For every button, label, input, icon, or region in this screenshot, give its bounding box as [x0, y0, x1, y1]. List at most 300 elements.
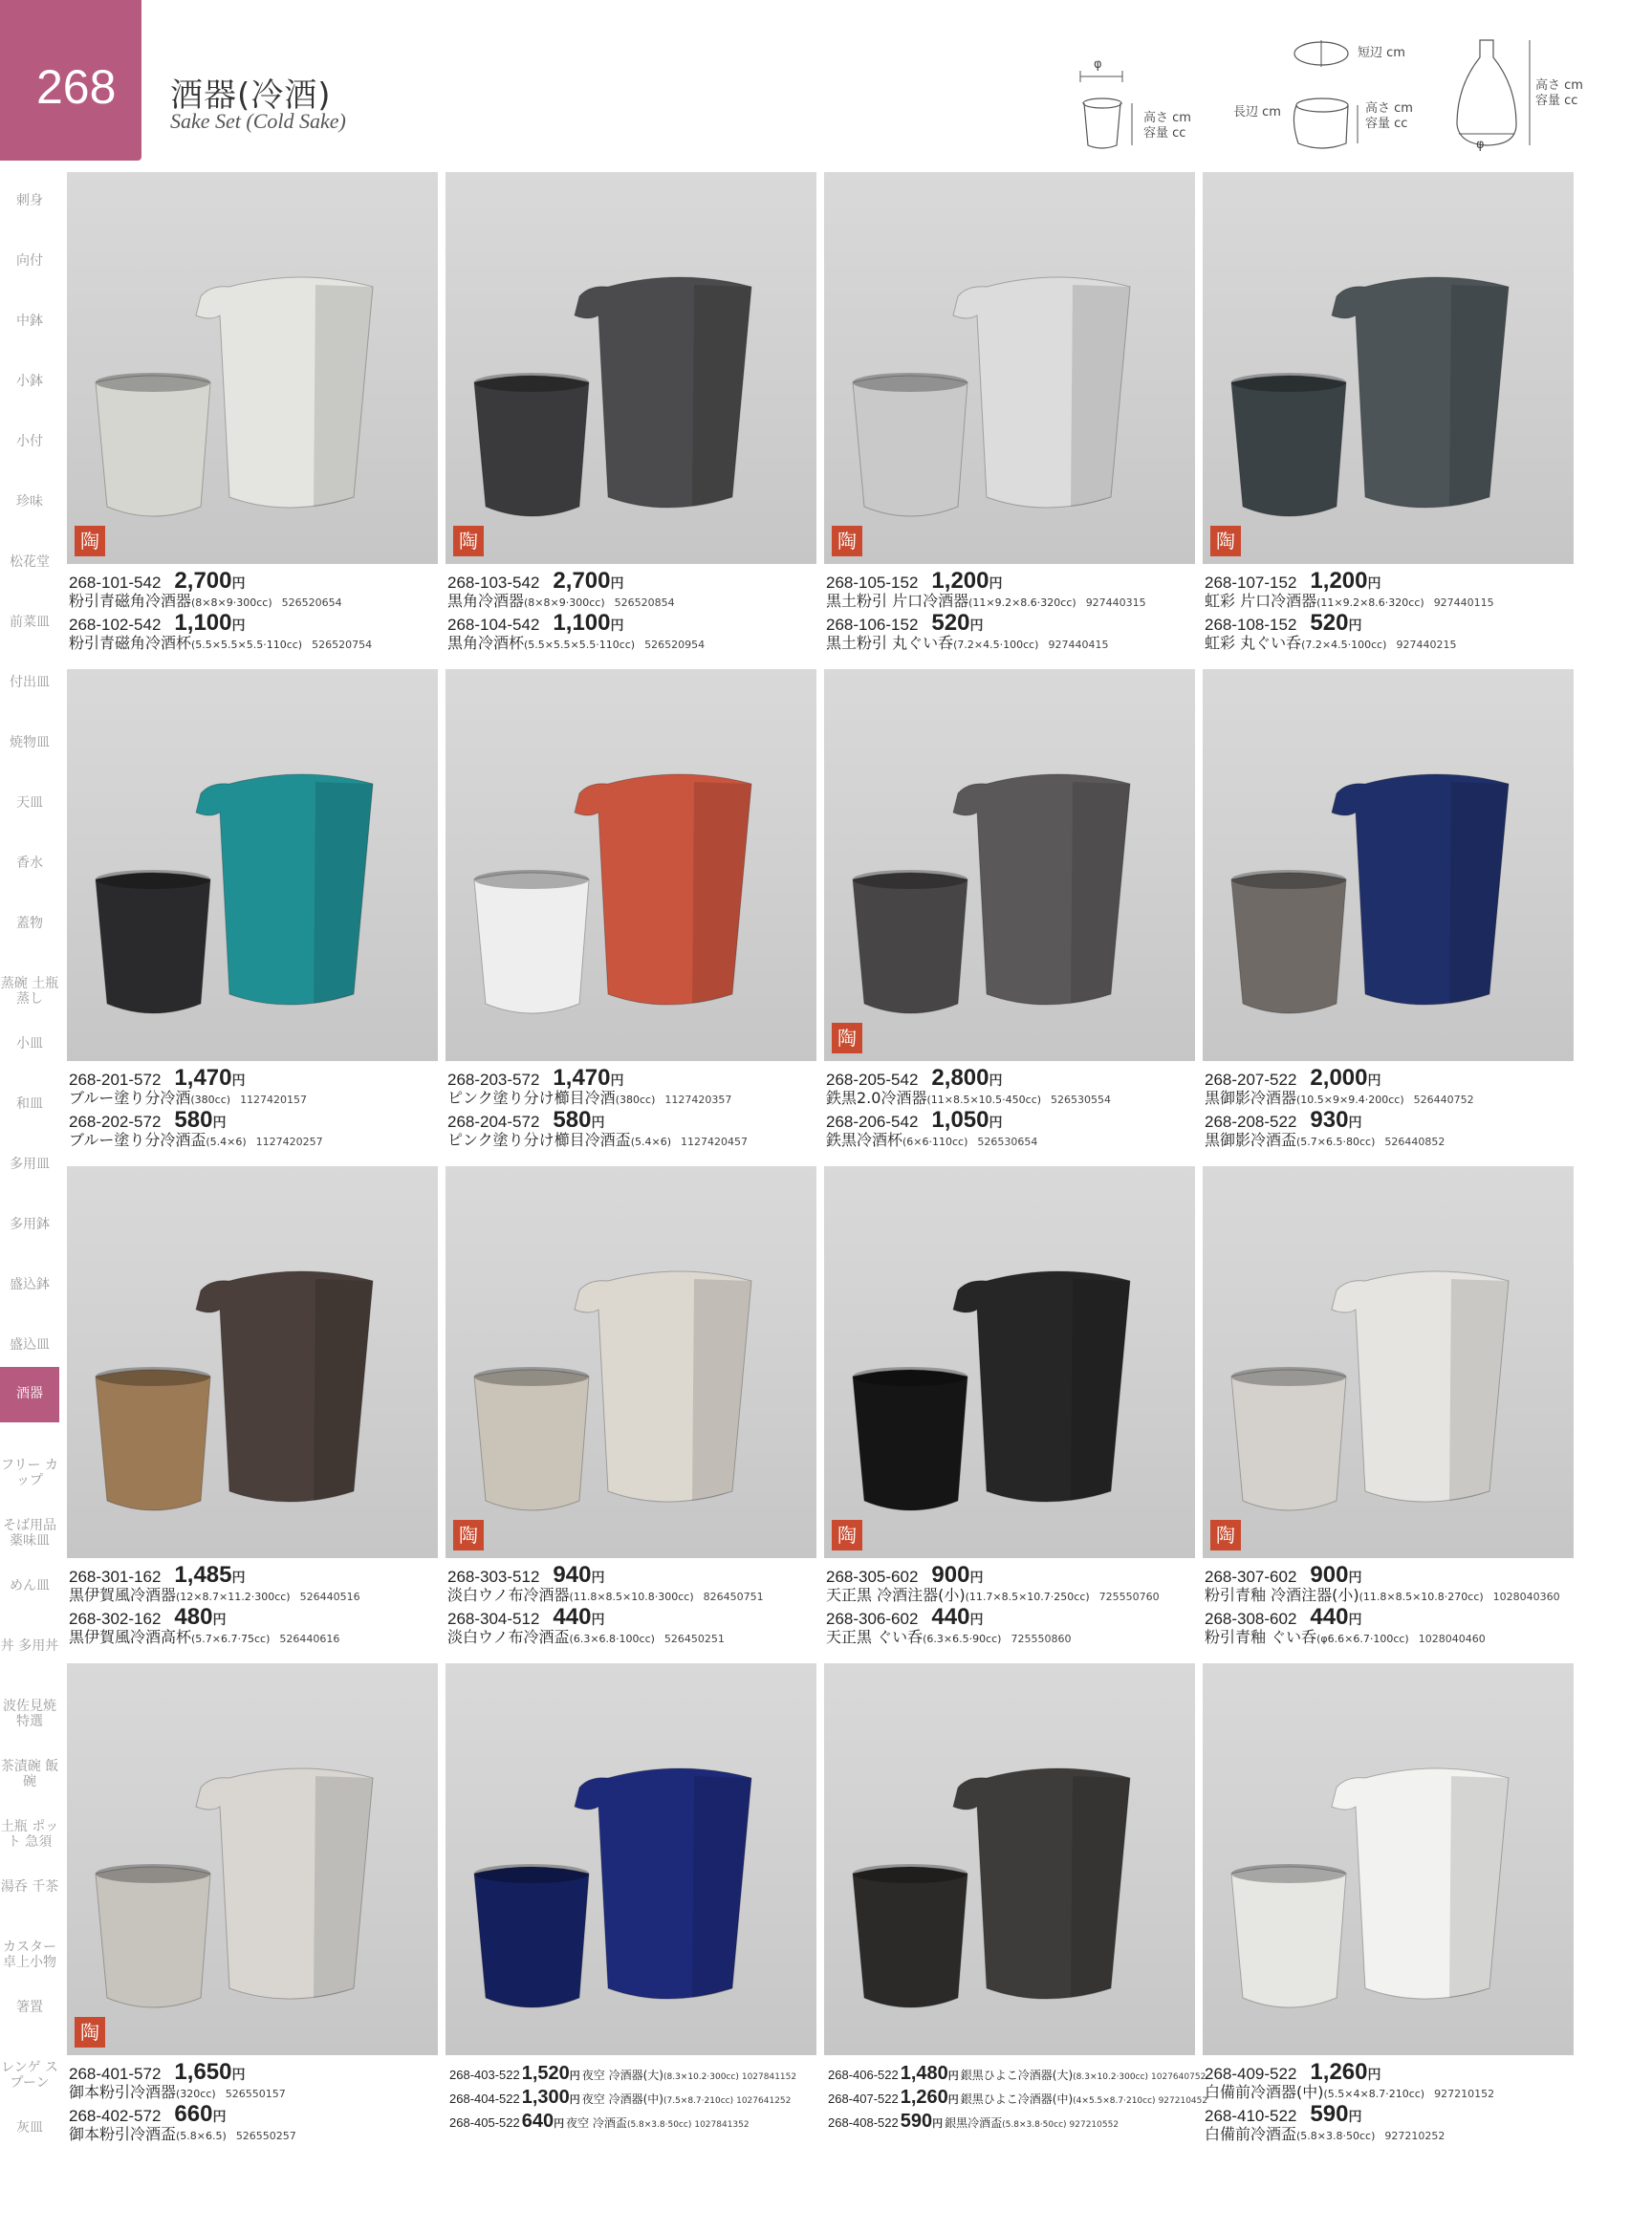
sidenav-item[interactable]: フリー カップ: [1, 1458, 58, 1488]
product-photo-illustration: [446, 1166, 816, 1558]
product-name: 夜空 冷酒盃: [566, 2116, 627, 2130]
sidenav-item[interactable]: 茶漬碗 飯碗: [0, 1759, 59, 1789]
product-code-price: [826, 1065, 1199, 1091]
product-photo-illustration: [824, 1663, 1195, 2055]
product-price: 1,485: [174, 1562, 232, 1588]
cup-rim: [853, 373, 967, 392]
product-jan: 526520954: [644, 639, 706, 651]
product-photo: [67, 1663, 438, 2055]
cup-shape: [96, 1867, 210, 2007]
product-code-price: [447, 610, 820, 636]
product-name: 粉引青釉 ぐい呑: [1205, 1628, 1317, 1646]
sidenav-item[interactable]: 多用皿: [10, 1157, 50, 1172]
product-jan: 1027841152: [741, 2072, 797, 2082]
product-price: 440: [931, 1604, 970, 1630]
product-name-line: [69, 589, 442, 610]
product-name-line: [69, 1583, 442, 1604]
sidenav-item[interactable]: 多用鉢: [10, 1217, 50, 1232]
product-jan: 526440616: [279, 1633, 340, 1645]
product-photo-illustration: [67, 172, 438, 564]
ceramic-badge: 陶: [1210, 1520, 1241, 1550]
sidenav-item[interactable]: 盛込皿: [10, 1337, 50, 1353]
ceramic-badge: 陶: [75, 526, 105, 556]
product-code: 268-207-522: [1205, 1071, 1297, 1089]
product-price: 1,650: [174, 2059, 232, 2085]
product-code: 268-302-162: [69, 1610, 162, 1628]
product-photo: [67, 172, 438, 564]
product-jan: 1127420257: [255, 1136, 323, 1148]
product-jan: 526550257: [235, 2130, 296, 2142]
sidenav-item[interactable]: 小付: [16, 434, 43, 449]
product-name-line: [826, 1625, 1199, 1646]
product-card[interactable]: [824, 669, 1195, 1147]
product-caption: [826, 1065, 1199, 1149]
bottle-size-diagram: [1447, 29, 1583, 153]
sidenav-item[interactable]: 丼 多用丼: [0, 1638, 59, 1654]
cup-rim: [853, 1864, 967, 1883]
cup-height-label: 高さ cm: [1143, 111, 1191, 125]
yen-unit: 円: [947, 2070, 959, 2082]
product-card[interactable]: [1203, 1166, 1574, 1644]
product-code-price: [1205, 568, 1577, 594]
product-price: 1,300: [521, 2087, 570, 2108]
ceramic-badge: 陶: [75, 2017, 105, 2048]
product-price: 1,100: [553, 610, 611, 636]
product-photo: [446, 1663, 816, 2055]
pitcher-shadow: [692, 1279, 751, 1501]
product-code-price: [1205, 2059, 1577, 2085]
sidenav-item[interactable]: 和皿: [16, 1096, 43, 1112]
product-name-line: [1205, 2122, 1577, 2143]
product-name-line: [69, 1128, 442, 1149]
product-jan: 526530554: [1051, 1094, 1112, 1106]
product-spec: (8×8×9·300cc): [524, 596, 605, 609]
product-name: 黒御影冷酒器: [1205, 1089, 1297, 1107]
yen-unit: 円: [212, 2110, 227, 2125]
product-name-line: [69, 2080, 442, 2101]
product-jan: 1028040360: [1492, 1591, 1560, 1603]
product-name-line: [1205, 589, 1577, 610]
product-code-price: [69, 610, 442, 636]
product-photo: [67, 669, 438, 1061]
product-jan: 826450751: [703, 1591, 764, 1603]
sidenav-item[interactable]: 焼物皿: [10, 735, 50, 750]
product-caption: [826, 1562, 1199, 1646]
ceramic-badge: 陶: [453, 1520, 484, 1550]
product-spec: (5.5×4×8.7·210cc): [1323, 2088, 1425, 2100]
yen-unit: 円: [989, 1116, 1003, 1131]
yen-unit: 円: [231, 1073, 246, 1089]
yen-unit: 円: [212, 1116, 227, 1131]
product-spec: (5.8×3.8·50cc): [1296, 2130, 1376, 2142]
product-code-price: [826, 610, 1199, 636]
product-price: 590: [900, 2111, 933, 2132]
product-name: 淡白ウノ布冷酒器: [447, 1586, 570, 1604]
product-caption: [826, 568, 1199, 652]
pitcher-height-label: 高さ cm: [1365, 101, 1413, 116]
sidenav-item[interactable]: 珍味: [16, 494, 43, 509]
product-name: 御本粉引冷酒盃: [69, 2125, 177, 2143]
sidenav-item[interactable]: めん皿: [10, 1578, 50, 1593]
product-code: 268-305-602: [826, 1568, 919, 1586]
product-code-price: [1205, 2101, 1577, 2127]
product-price: 580: [174, 1107, 213, 1133]
yen-unit: 円: [231, 2068, 246, 2083]
product-price: 2,800: [931, 1065, 989, 1091]
bottle-height-label: 高さ cm: [1535, 78, 1583, 93]
product-jan: 927440115: [1433, 596, 1494, 609]
sidenav-item[interactable]: カスター 卓上小物: [3, 1940, 56, 1970]
product-photo-illustration: [824, 669, 1195, 1061]
product-caption: [69, 568, 442, 652]
product-photo-illustration: [67, 1166, 438, 1558]
product-photo-illustration: [1203, 669, 1574, 1061]
product-code: 268-405-522: [449, 2115, 520, 2130]
product-card[interactable]: [1203, 1663, 1574, 2141]
bottle-diameter-label: φ: [1476, 138, 1485, 152]
product-card[interactable]: [67, 172, 438, 650]
product-name: 銀黒ひよこ冷酒器(大): [960, 2069, 1074, 2082]
cup-shape: [1231, 873, 1346, 1013]
product-code: 268-410-522: [1205, 2107, 1297, 2125]
product-name-line: [447, 589, 820, 610]
product-spec: (5.7×6.5·80cc): [1296, 1136, 1376, 1148]
product-photo: [824, 669, 1195, 1061]
product-name-line: [826, 589, 1199, 610]
sidenav-item[interactable]: 蒸碗 土瓶蒸し: [0, 976, 59, 1007]
product-spec: (11.8×8.5×10.8·300cc): [569, 1591, 694, 1603]
product-jan: 526520854: [614, 596, 675, 609]
pitcher-shadow: [1071, 1279, 1130, 1501]
pitcher-size-diagram: [1233, 29, 1424, 153]
ceramic-badge: 陶: [1210, 526, 1241, 556]
cup-rim: [1231, 373, 1346, 392]
product-spec: (11.7×8.5×10.7·250cc): [965, 1591, 1090, 1603]
sidenav-item[interactable]: 前菜皿: [10, 615, 50, 630]
product-photo-illustration: [67, 1663, 438, 2055]
product-price: 660: [174, 2101, 213, 2127]
sidenav-item[interactable]: 蓋物: [16, 916, 43, 931]
product-spec: (8×8×9·300cc): [191, 596, 272, 609]
product-spec: (4×5.5×8.7·210cc): [1073, 2096, 1156, 2106]
product-caption: [1205, 2059, 1577, 2143]
product-name: 御本粉引冷酒器: [69, 2083, 177, 2101]
product-card[interactable]: [446, 1166, 816, 1644]
product-name: 黒御影冷酒盃: [1205, 1131, 1297, 1149]
product-card[interactable]: [1203, 172, 1574, 650]
product-photo-illustration: [67, 669, 438, 1061]
product-jan: 1127420157: [240, 1094, 308, 1106]
product-photo-illustration: [1203, 1663, 1574, 2055]
product-jan: 725550860: [1011, 1633, 1072, 1645]
product-code: 268-301-162: [69, 1568, 162, 1586]
product-spec: (10.5×9×9.4·200cc): [1296, 1094, 1404, 1106]
product-line: [828, 2063, 1206, 2087]
product-card[interactable]: [67, 1663, 438, 2141]
sidenav-item[interactable]: 土瓶 ポット 急須: [0, 1819, 59, 1850]
yen-unit: 円: [1367, 576, 1381, 592]
cup-shape: [474, 1867, 589, 2007]
ceramic-badge: 陶: [832, 1023, 862, 1053]
product-photo-illustration: [1203, 1166, 1574, 1558]
product-name-line: [1205, 1625, 1577, 1646]
product-line: [828, 2087, 1206, 2111]
product-price: 2,700: [553, 568, 611, 594]
product-price: 1,470: [553, 1065, 611, 1091]
cup-shape: [853, 376, 967, 516]
product-code: 268-101-542: [69, 574, 162, 592]
yen-unit: 円: [969, 618, 984, 634]
product-caption: [1205, 568, 1577, 652]
pitcher-shadow: [692, 782, 751, 1004]
product-jan: 927440315: [1085, 596, 1146, 609]
product-spec: (φ6.6×6.7·100cc): [1316, 1633, 1409, 1645]
product-name: 天正黒 ぐい呑: [826, 1628, 924, 1646]
product-name: ブルー塗り分冷酒: [69, 1089, 191, 1107]
product-spec: (5.4×6): [206, 1136, 247, 1148]
yen-unit: 円: [1348, 1613, 1362, 1628]
page-subtitle: Sake Set (Cold Sake): [170, 109, 346, 133]
cup-shape: [474, 873, 589, 1013]
product-photo-illustration: [446, 669, 816, 1061]
product-spec: (11×9.2×8.6·320cc): [968, 596, 1076, 609]
product-spec: (11×9.2×8.6·320cc): [1316, 596, 1424, 609]
cup-shape: [474, 1370, 589, 1510]
product-price: 930: [1310, 1107, 1349, 1133]
sidenav-item[interactable]: 松花堂: [10, 554, 50, 570]
product-name: 白備前冷酒器(中): [1205, 2083, 1324, 2101]
product-jan: 927210452: [1158, 2096, 1208, 2106]
product-code: 268-106-152: [826, 616, 919, 634]
sidenav-item[interactable]: 香水: [16, 856, 43, 871]
yen-unit: 円: [231, 576, 246, 592]
product-name: ピンク塗り分け櫛目冷酒盃: [447, 1131, 631, 1149]
product-name: 夜空 冷酒器(中): [581, 2092, 663, 2106]
product-code: 268-204-572: [447, 1113, 540, 1131]
product-jan: 1127420357: [664, 1094, 732, 1106]
product-price: 1,260: [1310, 2059, 1368, 2085]
product-name: 鉄黒冷酒杯: [826, 1131, 903, 1149]
product-photo-illustration: [446, 172, 816, 564]
cup-shape: [96, 873, 210, 1013]
product-jan: 526440852: [1384, 1136, 1446, 1148]
product-card[interactable]: [67, 1166, 438, 1644]
product-photo: [1203, 669, 1574, 1061]
product-jan: 526550157: [225, 2088, 286, 2100]
cup-rim: [853, 1367, 967, 1386]
product-jan: 526440752: [1413, 1094, 1474, 1106]
product-card[interactable]: [824, 172, 1195, 650]
product-price: 440: [553, 1604, 592, 1630]
product-code: 268-206-542: [826, 1113, 919, 1131]
product-code: 268-307-602: [1205, 1568, 1297, 1586]
product-name-line: [826, 631, 1199, 652]
cup-rim: [1231, 1864, 1346, 1883]
product-code-price: [1205, 1065, 1577, 1091]
sidenav-item[interactable]: 波佐見焼 特選: [3, 1699, 56, 1729]
product-code: 268-407-522: [828, 2092, 899, 2106]
yen-unit: 円: [1367, 2068, 1381, 2083]
product-code: 268-208-522: [1205, 1113, 1297, 1131]
sidenav-item[interactable]: 湯呑 千茶: [0, 1879, 59, 1895]
yen-unit: 円: [989, 576, 1003, 592]
product-code: 268-409-522: [1205, 2065, 1297, 2083]
product-spec: (5.7×6.7·75cc): [191, 1633, 271, 1645]
sidenav-item[interactable]: 小皿: [16, 1036, 43, 1051]
sidenav-item[interactable]: 酒器: [0, 1367, 59, 1422]
product-name: ブルー塗り分冷酒盃: [69, 1131, 206, 1149]
cup-shape: [1231, 376, 1346, 516]
cup-shape: [96, 376, 210, 516]
product-name-line: [826, 1128, 1199, 1149]
product-caption: [69, 1065, 442, 1149]
page-number: 268: [36, 60, 117, 114]
yen-unit: 円: [1367, 1073, 1381, 1089]
product-name: 黒角冷酒杯: [447, 634, 525, 652]
product-code-price: [1205, 1604, 1577, 1630]
product-card[interactable]: [446, 172, 816, 650]
product-price: 440: [1310, 1604, 1349, 1630]
ceramic-badge: 陶: [453, 526, 484, 556]
page-title: 酒器(冷酒): [170, 76, 332, 115]
product-price: 1,050: [931, 1107, 989, 1133]
product-price: 940: [553, 1562, 592, 1588]
product-photo: [446, 669, 816, 1061]
sidenav-item[interactable]: 付出皿: [10, 675, 50, 690]
sidenav-item[interactable]: レンゲ スプーン: [1, 2060, 58, 2091]
product-name-line: [447, 1128, 820, 1149]
yen-unit: 円: [591, 1116, 605, 1131]
product-spec: (5.4×6): [630, 1136, 671, 1148]
product-name-line: [1205, 1128, 1577, 1149]
product-photo: [446, 1166, 816, 1558]
yen-unit: 円: [554, 2117, 565, 2130]
yen-unit: 円: [932, 2117, 944, 2130]
product-spec: (320cc): [176, 2088, 216, 2100]
product-jan: 927210552: [1069, 2120, 1119, 2130]
product-code: 268-306-602: [826, 1610, 919, 1628]
sidenav-item[interactable]: 天皿: [16, 795, 43, 811]
product-jan: 1027641252: [736, 2096, 792, 2106]
product-spec: (7.5×8.7·210cc): [663, 2096, 734, 2106]
product-name-line: [447, 1625, 820, 1646]
yen-unit: 円: [989, 1073, 1003, 1089]
cup-rim: [96, 373, 210, 392]
product-card[interactable]: [446, 1663, 816, 2141]
yen-unit: 円: [610, 1073, 624, 1089]
product-name: 黒角冷酒器: [447, 592, 525, 610]
product-price: 1,200: [1310, 568, 1368, 594]
pitcher-shadow: [692, 285, 751, 507]
sidenav-item[interactable]: 向付: [16, 253, 43, 269]
product-line: [449, 2087, 828, 2111]
product-jan: 927440215: [1396, 639, 1457, 651]
sidenav-item[interactable]: 灰皿: [16, 2120, 43, 2135]
product-card[interactable]: [67, 669, 438, 1147]
yen-unit: 円: [969, 1613, 984, 1628]
sidenav-item[interactable]: そば用品 薬味皿: [3, 1518, 56, 1549]
product-caption: [449, 2063, 828, 2135]
product-spec: (12×8.7×11.2·300cc): [176, 1591, 291, 1603]
product-jan: 526450251: [663, 1633, 725, 1645]
product-code: 268-202-572: [69, 1113, 162, 1131]
product-code-price: [1205, 1107, 1577, 1133]
pitcher-shadow: [692, 1776, 751, 1998]
yen-unit: 円: [231, 618, 246, 634]
product-grid: [67, 172, 1577, 2199]
product-name: 白備前冷酒盃: [1205, 2125, 1297, 2143]
product-spec: (11×8.5×10.5·450cc): [926, 1094, 1042, 1106]
yen-unit: 円: [1348, 1571, 1362, 1586]
cup-shape: [853, 1867, 967, 2007]
product-price: 480: [174, 1604, 213, 1630]
product-code: 268-403-522: [449, 2068, 520, 2082]
product-photo-illustration: [1203, 172, 1574, 564]
product-price: 1,260: [900, 2087, 948, 2108]
product-card[interactable]: [1203, 669, 1574, 1147]
product-price: 640: [521, 2111, 554, 2132]
product-caption: [69, 2059, 442, 2143]
sidenav-item[interactable]: 刺身: [16, 193, 43, 208]
bottle-capacity-label: 容量 cc: [1535, 94, 1578, 108]
product-name: 黒伊賀風冷酒器: [69, 1586, 177, 1604]
product-jan: 1027640752: [1151, 2072, 1206, 2082]
product-code-price: [69, 1604, 442, 1630]
product-code-price: [69, 2101, 442, 2127]
product-name: 虹彩 片口冷酒器: [1205, 592, 1317, 610]
product-code-price: [69, 1107, 442, 1133]
product-photo: [446, 172, 816, 564]
sidenav-item[interactable]: 箸置: [16, 2000, 43, 2015]
sidenav-item[interactable]: 盛込鉢: [10, 1277, 50, 1292]
yen-unit: 円: [569, 2070, 580, 2082]
cup-rim: [1231, 870, 1346, 889]
product-code: 268-108-152: [1205, 616, 1297, 634]
product-code: 268-102-542: [69, 616, 162, 634]
product-jan: 927210252: [1384, 2130, 1446, 2142]
yen-unit: 円: [1348, 1116, 1362, 1131]
product-code-price: [826, 1107, 1199, 1133]
product-name: 夜空 冷酒器(大): [581, 2069, 663, 2082]
product-jan: 526520754: [312, 639, 373, 651]
product-price: 1,100: [174, 610, 232, 636]
product-jan: 1127420457: [680, 1136, 748, 1148]
product-card[interactable]: [824, 1663, 1208, 2141]
product-code: 268-408-522: [828, 2115, 899, 2130]
product-card[interactable]: [446, 669, 816, 1147]
ceramic-badge: 陶: [832, 526, 862, 556]
pitcher-long-label: 長辺 cm: [1233, 105, 1281, 119]
product-caption: [69, 1562, 442, 1646]
product-card[interactable]: [824, 1166, 1195, 1644]
product-price: 520: [931, 610, 970, 636]
product-price: 1,200: [931, 568, 989, 594]
yen-unit: 円: [591, 1613, 605, 1628]
product-name: ピンク塗り分け櫛目冷酒: [447, 1089, 616, 1107]
product-spec: (6.3×6.8·100cc): [569, 1633, 655, 1645]
product-code-price: [826, 1604, 1199, 1630]
yen-unit: 円: [1348, 618, 1362, 634]
product-code: 268-404-522: [449, 2092, 520, 2106]
cup-shape: [1231, 1867, 1346, 2007]
pitcher-shadow: [314, 1279, 373, 1501]
sidenav-item[interactable]: 小鉢: [16, 374, 43, 389]
pitcher-shadow: [314, 1776, 373, 1998]
sidenav-item[interactable]: 中鉢: [16, 314, 43, 329]
yen-unit: 円: [969, 1571, 984, 1586]
product-code: 268-103-542: [447, 574, 540, 592]
product-name: 天正黒 冷酒注器(小): [826, 1586, 966, 1604]
